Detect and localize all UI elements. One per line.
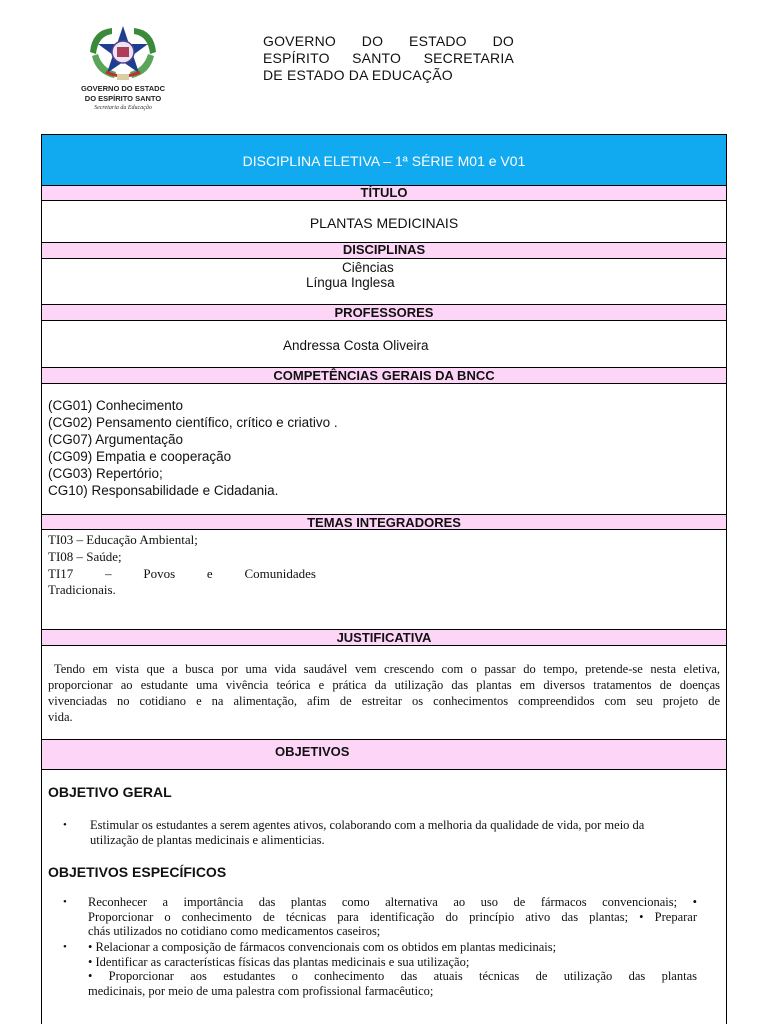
theme-item-ti17 bbox=[48, 565, 316, 582]
disciplinas-cell bbox=[42, 258, 726, 304]
specific-objective-line: • Identificar as características físicas das plantas medicinais e sua utilização; bbox=[88, 954, 470, 969]
specific-objective-line: Proporcionar o conhecimento de técnicas para identificação do princípio ativo das plantas; • Preparar bbox=[88, 909, 697, 924]
objetivos-especificos-title: OBJETIVOS ESPECÍFICOS bbox=[48, 864, 227, 880]
objetivo-geral-line: utilização de plantas medicinais e alimenticias. bbox=[90, 833, 325, 847]
discipline-item: Ciências bbox=[342, 260, 394, 275]
competencias-list bbox=[48, 397, 338, 499]
objetivos-cell bbox=[42, 769, 726, 1024]
objetivo-geral-title: OBJETIVO GERAL bbox=[48, 784, 172, 800]
logo-text-line2: DO ESPÍRITO SANTO bbox=[84, 94, 162, 103]
objetivos-header-row bbox=[42, 739, 726, 769]
ti17-word: Comunidades bbox=[244, 566, 316, 581]
ti17-word: Povos bbox=[143, 566, 176, 581]
heading-line-3: DE ESTADO DA EDUCAÇÃO bbox=[263, 67, 453, 83]
objetivo-geral-line: Estimular os estudantes a serem agentes ativos, colaborando com a melhoria da qualidade de vida, por meio da bbox=[90, 818, 645, 832]
coat-of-arms-icon bbox=[62, 22, 184, 84]
competency-item: CG10) Responsabilidade e Cidadania. bbox=[48, 483, 279, 498]
disciplinas-header: DISCIPLINAS bbox=[42, 242, 726, 258]
specific-objective-line: medicinais, por meio de uma palestra com profissional farmacêutico; bbox=[88, 983, 434, 998]
titulo-value: PLANTAS MEDICINAIS bbox=[309, 215, 459, 231]
heading-line-1: GOVERNO DO ESTADO DO bbox=[263, 33, 514, 49]
theme-item: TI08 – Saúde; bbox=[48, 549, 122, 564]
elective-form-table bbox=[41, 134, 727, 1024]
heading-line-2: ESPÍRITO SANTO SECRETARIA bbox=[263, 50, 514, 66]
ti17-word: – bbox=[105, 566, 112, 581]
logo-subtitle: Secretaria da Educação bbox=[94, 105, 152, 111]
competency-item: (CG07) Argumentação bbox=[48, 432, 184, 447]
specific-objective-line: • Relacionar a composição de fármacos convencionais com os obtidos em plantas medicinais; bbox=[88, 940, 557, 954]
justificativa-header: JUSTIFICATIVA bbox=[42, 629, 726, 645]
justification-line: vivenciadas no cotidiano e na alimentação, afim de estreitar os conhecimentos compreendidos com seu projeto de bbox=[48, 694, 720, 708]
theme-item-continuation: Tradicionais. bbox=[48, 582, 116, 597]
competency-item: (CG03) Repertório; bbox=[48, 466, 163, 481]
bullet-icon: • bbox=[63, 941, 67, 953]
competencias-header: COMPETÊNCIAS GERAIS DA BNCC bbox=[42, 367, 726, 383]
professores-header: PROFESSORES bbox=[42, 304, 726, 320]
temas-header: TEMAS INTEGRADORES bbox=[42, 514, 726, 529]
bullet-icon: • bbox=[63, 896, 67, 908]
page-heading bbox=[263, 33, 514, 84]
titulo-header: TÍTULO bbox=[42, 185, 726, 200]
state-seal-logo bbox=[62, 22, 184, 116]
banner-row bbox=[42, 134, 726, 185]
ti17-word: TI17 bbox=[48, 566, 74, 581]
theme-item: TI03 – Educação Ambiental; bbox=[48, 532, 198, 547]
justification-line: proporcionar ao estudante uma vivência teórica e prática da utilização das plantas em diversos tratamentos de doenças bbox=[48, 678, 720, 692]
banner-title: DISCIPLINA ELETIVA – 1ª SÉRIE M01 e V01 bbox=[242, 153, 526, 169]
temas-cell bbox=[42, 529, 726, 629]
specific-objective-line: • Proporcionar aos estudantes o conhecimento das atuais técnicas de utilização das plantas bbox=[88, 969, 697, 983]
justification-line: Tendo em vista que a busca por uma vida saudável vem crescendo com o passar do tempo, pretende-se nesta eletiva, bbox=[54, 662, 720, 676]
logo-text-line1: GOVERNO DO ESTADC bbox=[80, 84, 166, 93]
competency-item: (CG01) Conhecimento bbox=[48, 398, 184, 413]
professor-name: Andressa Costa Oliveira bbox=[283, 338, 429, 353]
competency-item: (CG02) Pensamento científico, crítico e criativo . bbox=[48, 415, 338, 430]
bullet-icon: • bbox=[63, 819, 67, 831]
ti17-word: e bbox=[206, 566, 213, 581]
titulo-cell bbox=[42, 200, 726, 242]
specific-objective-line: chás utilizados no cotidiano como medicamentos caseiros; bbox=[88, 924, 381, 938]
discipline-item: Língua Inglesa bbox=[306, 275, 395, 290]
justificativa-cell bbox=[42, 645, 726, 739]
objetivos-header: OBJETIVOS bbox=[275, 744, 350, 759]
competencias-cell bbox=[42, 383, 726, 515]
competency-item: (CG09) Empatia e cooperação bbox=[48, 449, 232, 464]
justification-line: vida. bbox=[48, 710, 73, 724]
professores-cell bbox=[42, 320, 726, 367]
specific-objective-line: Reconhecer a importância das plantas como alternativa ao uso de fármacos convencionais; • bbox=[88, 895, 697, 909]
